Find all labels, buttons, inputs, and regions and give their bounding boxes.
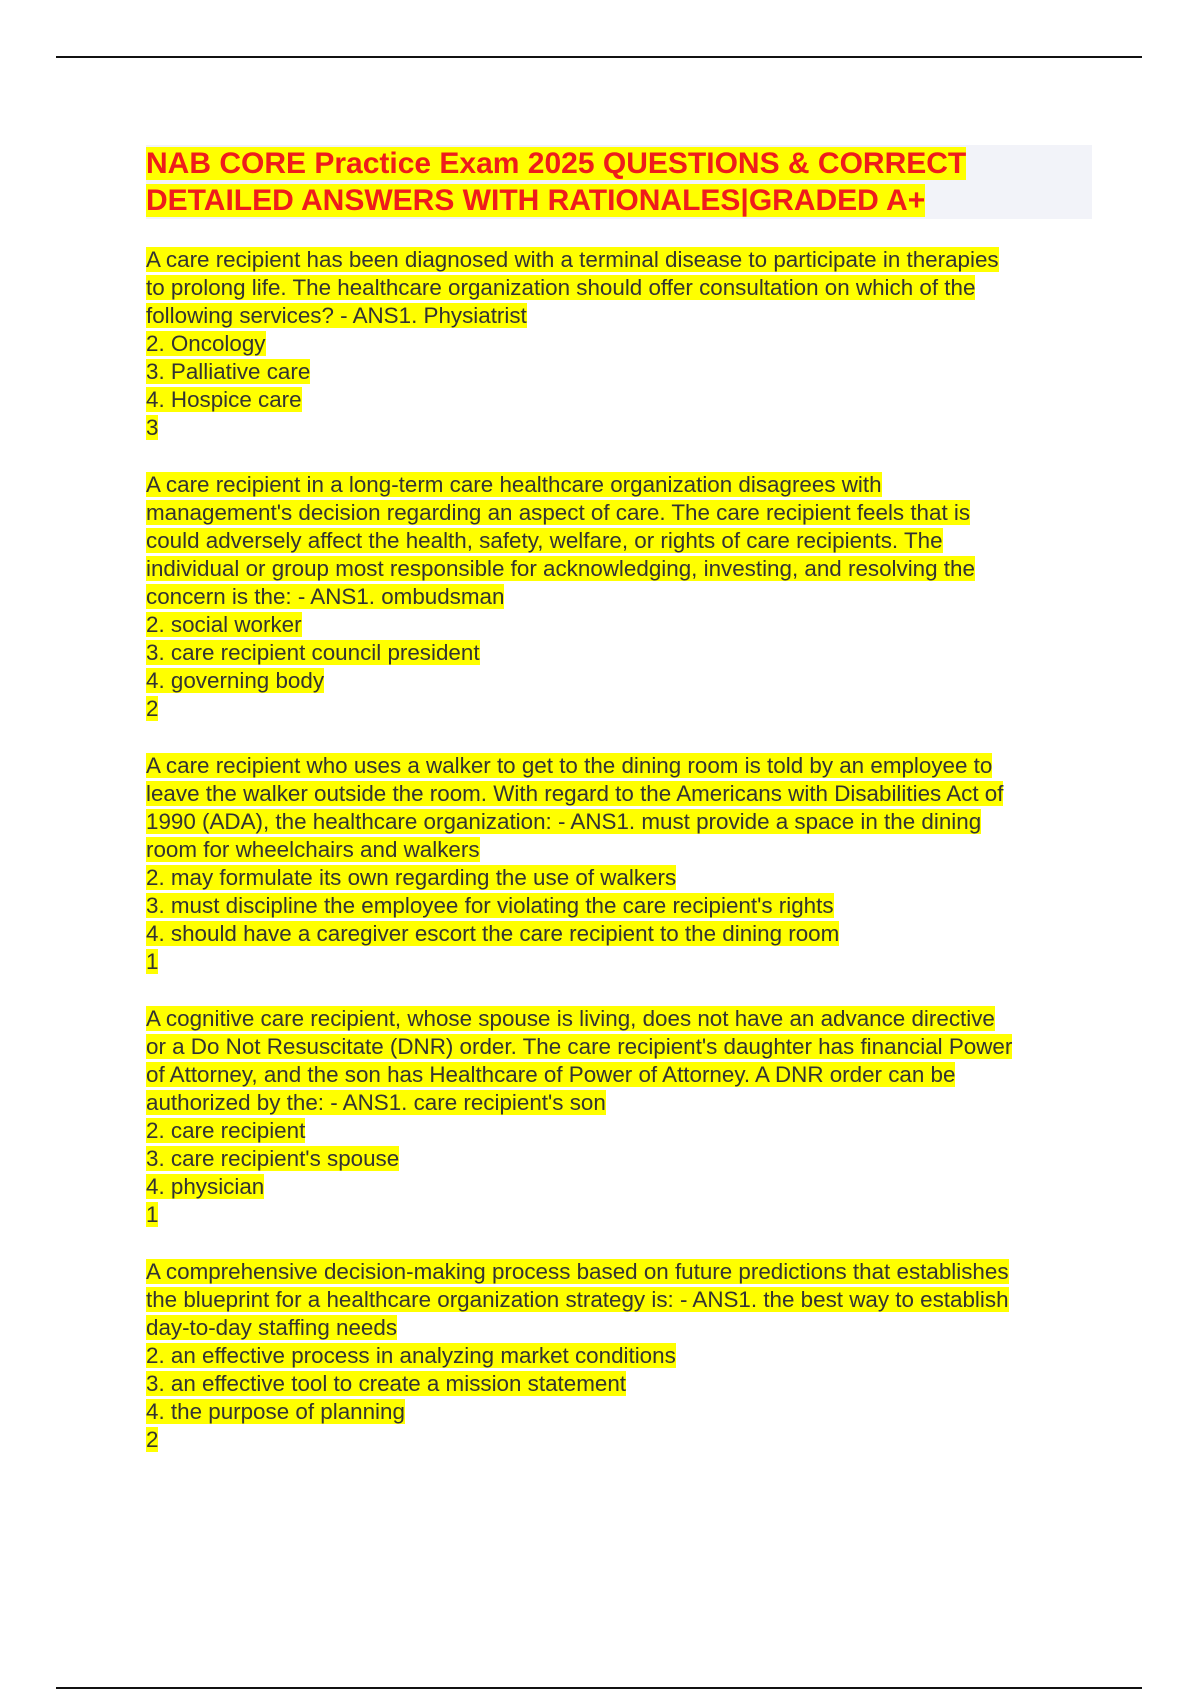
answer-option: 4. should have a caregiver escort the care recipient to the dining room bbox=[146, 921, 840, 946]
question-stem-line: or a Do Not Resuscitate (DNR) order. The care recipient's daughter has financial Power bbox=[146, 1034, 1013, 1059]
question-stem-line: A cognitive care recipient, whose spouse is living, does not have an advance directive bbox=[146, 1006, 995, 1031]
question-stem-line: leave the walker outside the room. With regard to the Americans with Disabilities Act of bbox=[146, 781, 1004, 806]
question-stem-line: A care recipient has been diagnosed with a terminal disease to participate in therapies bbox=[146, 247, 999, 272]
question-stem-line: management's decision regarding an aspect of care. The care recipient feels that is bbox=[146, 500, 971, 525]
question-stem-line: following services? - ANS1. Physiatrist bbox=[146, 303, 527, 328]
answer-option: 4. physician bbox=[146, 1174, 265, 1199]
question-stem-line: of Attorney, and the son has Healthcare of Power of Attorney. A DNR order can be bbox=[146, 1062, 956, 1087]
correct-answer: 2 bbox=[146, 1427, 159, 1452]
answer-option: 4. the purpose of planning bbox=[146, 1399, 405, 1424]
question-stem-line: to prolong life. The healthcare organization should offer consultation on which of the bbox=[146, 275, 976, 300]
question-stem-line: concern is the: - ANS1. ombudsman bbox=[146, 584, 505, 609]
correct-answer: 2 bbox=[146, 696, 159, 721]
question-list bbox=[146, 246, 1106, 1483]
question-stem-line: 1990 (ADA), the healthcare organization: - ANS1. must provide a space in the dining bbox=[146, 809, 982, 834]
footer-rule bbox=[56, 1687, 1142, 1689]
question-stem-line: A comprehensive decision-making process based on future predictions that establishes bbox=[146, 1259, 1009, 1284]
question-stem-line: individual or group most responsible for acknowledging, investing, and resolving the bbox=[146, 556, 975, 581]
document-title bbox=[146, 145, 966, 219]
answer-option: 2. Oncology bbox=[146, 331, 266, 356]
correct-answer: 1 bbox=[146, 1202, 159, 1227]
answer-option: 2. social worker bbox=[146, 612, 302, 637]
correct-answer: 1 bbox=[146, 949, 159, 974]
answer-option: 3. care recipient council president bbox=[146, 640, 480, 665]
answer-option: 3. an effective tool to create a mission statement bbox=[146, 1371, 626, 1396]
title-line: NAB CORE Practice Exam 2025 QUESTIONS & CORRECT bbox=[146, 147, 967, 180]
question-stem-line: the blueprint for a healthcare organization strategy is: - ANS1. the best way to establish bbox=[146, 1287, 1009, 1312]
question-stem-line: day-to-day staffing needs bbox=[146, 1315, 398, 1340]
answer-option: 2. may formulate its own regarding the use of walkers bbox=[146, 865, 677, 890]
question-stem-line: could adversely affect the health, safety, welfare, or rights of care recipients. The bbox=[146, 528, 943, 553]
correct-answer: 3 bbox=[146, 415, 159, 440]
answer-option: 3. must discipline the employee for violating the care recipient's rights bbox=[146, 893, 834, 918]
question-stem-line: authorized by the: - ANS1. care recipient's son bbox=[146, 1090, 606, 1115]
answer-option: 3. Palliative care bbox=[146, 359, 311, 384]
header-rule bbox=[56, 56, 1142, 58]
question-block bbox=[146, 1005, 1106, 1229]
answer-option: 3. care recipient's spouse bbox=[146, 1146, 400, 1171]
title-line: DETAILED ANSWERS WITH RATIONALES|GRADED A+ bbox=[146, 184, 926, 217]
question-block bbox=[146, 752, 1106, 976]
answer-option: 4. Hospice care bbox=[146, 387, 302, 412]
question-stem-line: A care recipient in a long-term care healthcare organization disagrees with bbox=[146, 472, 882, 497]
answer-option: 2. care recipient bbox=[146, 1118, 306, 1143]
question-block bbox=[146, 246, 1106, 442]
question-stem-line: room for wheelchairs and walkers bbox=[146, 837, 480, 862]
question-block bbox=[146, 1258, 1106, 1454]
answer-option: 2. an effective process in analyzing market conditions bbox=[146, 1343, 676, 1368]
question-block bbox=[146, 471, 1106, 723]
answer-option: 4. governing body bbox=[146, 668, 325, 693]
question-stem-line: A care recipient who uses a walker to get to the dining room is told by an employee to bbox=[146, 753, 993, 778]
